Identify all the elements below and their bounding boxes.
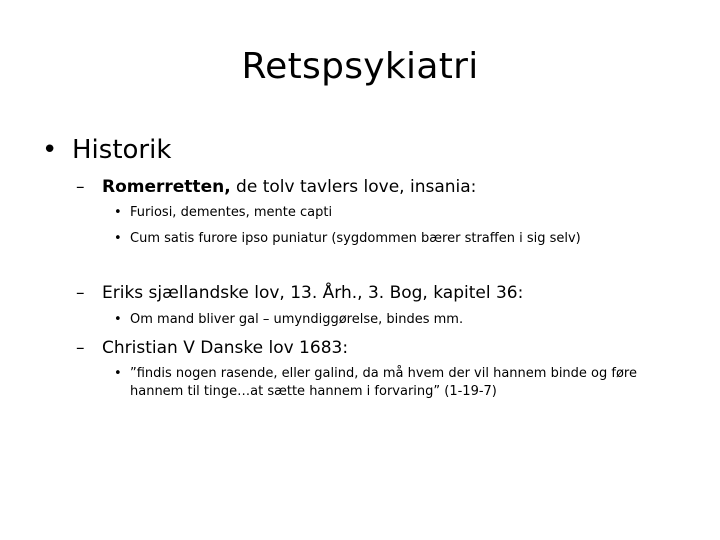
bullet-icon: • [42, 135, 58, 165]
list-item-text: Om mand bliver gal – umyndiggørelse, bindes mm. [130, 312, 464, 327]
dash-icon: – [76, 283, 85, 303]
section-romerretten [76, 176, 476, 198]
list-item [114, 311, 463, 329]
bullet-icon: • [114, 231, 122, 246]
slide-title: Retspsykiatri [241, 46, 479, 87]
heading-historik [42, 135, 171, 165]
list-item [114, 204, 332, 222]
list-item [114, 230, 581, 248]
section-christian-v [76, 337, 348, 359]
section-label-bold: Romerretten, [102, 177, 231, 197]
bullet-icon: • [114, 205, 122, 220]
bullet-icon: • [114, 312, 122, 327]
list-item-text: ”findis nogen rasende, eller galind, da må hvem der vil hannem binde og føre hannem til tinge…at sætte hannem i forvaring” (1-19-7) [130, 366, 637, 399]
list-item-text: Cum satis furore ipso puniatur (sygdommen bærer straffen i sig selv) [130, 231, 581, 246]
section-label: Eriks sjællandske lov, 13. Årh., 3. Bog, kapitel 36: [102, 283, 524, 303]
dash-icon: – [76, 338, 85, 358]
section-label: Christian V Danske lov 1683: [102, 338, 349, 358]
section-label-rest: de tolv tavlers love, insania: [230, 177, 477, 197]
heading-text: Historik [72, 135, 172, 165]
bullet-icon: • [114, 366, 122, 381]
dash-icon: – [76, 177, 85, 197]
list-item [114, 365, 674, 401]
section-eriks-lov [76, 282, 523, 304]
list-item-text: Furiosi, dementes, mente capti [130, 205, 333, 220]
